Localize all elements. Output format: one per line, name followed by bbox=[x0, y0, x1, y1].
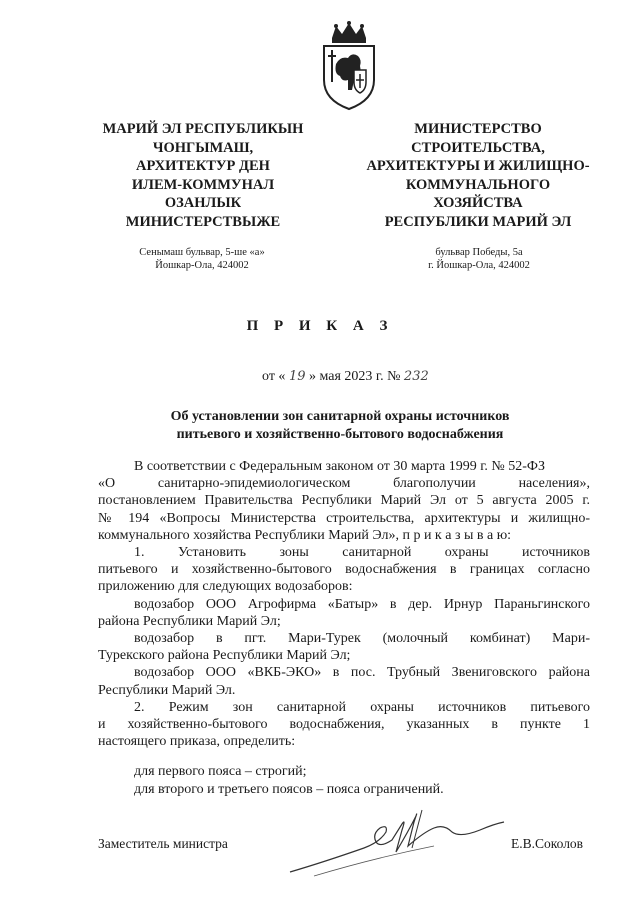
order-date-middle: » мая 2023 г. № bbox=[308, 369, 401, 384]
handwritten-signature bbox=[284, 802, 510, 882]
header-right-line: СТРОИТЕЛЬСТВА, bbox=[411, 139, 545, 156]
address-line: Сенымаш бульвар, 5-ше «а» bbox=[139, 247, 265, 258]
body-line: коммунального хозяйства Республики Марий Эл», п р и к а з ы в а ю: bbox=[98, 527, 512, 543]
address-line: г. Йошкар-Ола, 424002 bbox=[428, 260, 530, 271]
header-left-line: ЧОНГЫМАШ, bbox=[152, 139, 254, 156]
order-title: П Р И К А З bbox=[246, 318, 394, 334]
header-right-line: АРХИТЕКТУРЫ И ЖИЛИЩНО- bbox=[366, 158, 590, 174]
order-body bbox=[98, 458, 590, 798]
subject-line: Об установлении зон санитарной охраны источников bbox=[170, 409, 510, 424]
subject-line: питьевого и хозяйственно-бытового водоснабжения bbox=[176, 427, 504, 442]
order-subject bbox=[80, 408, 600, 444]
body-line: постановлением Правительства Республики Марий Эл от 5 августа 2005 г. bbox=[98, 493, 590, 509]
body-line: 1. Установить зоны санитарной охраны источников bbox=[134, 545, 590, 561]
signer-position: Заместитель министра bbox=[98, 836, 228, 851]
mari-el-coat-of-arms-icon bbox=[318, 20, 380, 112]
body-line: водозабор ООО Агрофирма «Батыр» в дер. Ирнур Параньгинского bbox=[134, 596, 590, 612]
address-line: Йошкар-Ола, 424002 bbox=[155, 260, 249, 271]
order-date-prefix: от « bbox=[262, 369, 286, 384]
header-right-line: КОММУНАЛЬНОГО bbox=[405, 176, 551, 193]
header-right-line: ХОЗЯЙСТВА bbox=[433, 195, 523, 211]
order-day-handwritten: 19 bbox=[288, 369, 306, 384]
body-line: № 194 «Вопросы Министерства строительства, архитектуры и жилищно- bbox=[98, 510, 590, 526]
address-line: бульвар Победы, 5а bbox=[435, 247, 523, 258]
header-left-line: МАРИЙ ЭЛ РЕСПУБЛИКЫН bbox=[102, 121, 304, 137]
header-left-line: МИНИСТЕРСТВЫЖЕ bbox=[125, 213, 281, 230]
body-line: настоящего приказа, определить: bbox=[98, 734, 296, 750]
signer-name: Е.В.Соколов bbox=[511, 836, 584, 851]
body-line: для второго и третьего поясов – пояса ограничений. bbox=[134, 781, 444, 797]
paragraph-gap bbox=[98, 750, 590, 763]
body-line: 2. Режим зон санитарной охраны источников питьевого bbox=[134, 699, 590, 715]
header-left-mari bbox=[92, 120, 314, 231]
header-left-line: ИЛЕМ-КОММУНАЛ bbox=[131, 176, 275, 193]
body-line: Турекского района Республики Марий Эл; bbox=[98, 648, 351, 664]
body-line: приложению для следующих водозаборов: bbox=[98, 579, 353, 595]
body-line: водозабор в пгт. Мари-Турек (молочный комбинат) Мари- bbox=[134, 631, 590, 647]
body-line: питьевого и хозяйственно-бытового водоснабжения в границах согласно bbox=[98, 562, 590, 578]
order-number-handwritten: 232 bbox=[403, 369, 429, 384]
header-right-line: МИНИСТЕРСТВО bbox=[414, 121, 542, 137]
header-left-line: ОЗАНЛЫК bbox=[164, 195, 242, 211]
body-line: «О санитарно-эпидемиологическом благополучии населения», bbox=[98, 476, 590, 492]
header-left-line: АРХИТЕКТУР ДЕН bbox=[136, 158, 270, 174]
address-right bbox=[384, 246, 574, 272]
body-line: района Республики Марий Эл; bbox=[98, 613, 281, 629]
order-date-line bbox=[262, 369, 429, 385]
body-line: В соответствии с Федеральным законом от 30 марта 1999 г. № 52-ФЗ bbox=[134, 459, 545, 474]
body-line: Республики Марий Эл. bbox=[98, 682, 236, 698]
body-line: водозабор ООО «ВКБ-ЭКО» в пос. Трубный Звениговского района bbox=[134, 665, 590, 681]
header-right-russian bbox=[354, 120, 602, 231]
body-line: для первого пояса – строгий; bbox=[134, 764, 307, 780]
header-right-line: РЕСПУБЛИКИ МАРИЙ ЭЛ bbox=[384, 213, 572, 230]
body-line: и хозяйственно-бытового водоснабжения, указанных в пункте 1 bbox=[98, 717, 590, 733]
address-left bbox=[112, 246, 292, 272]
